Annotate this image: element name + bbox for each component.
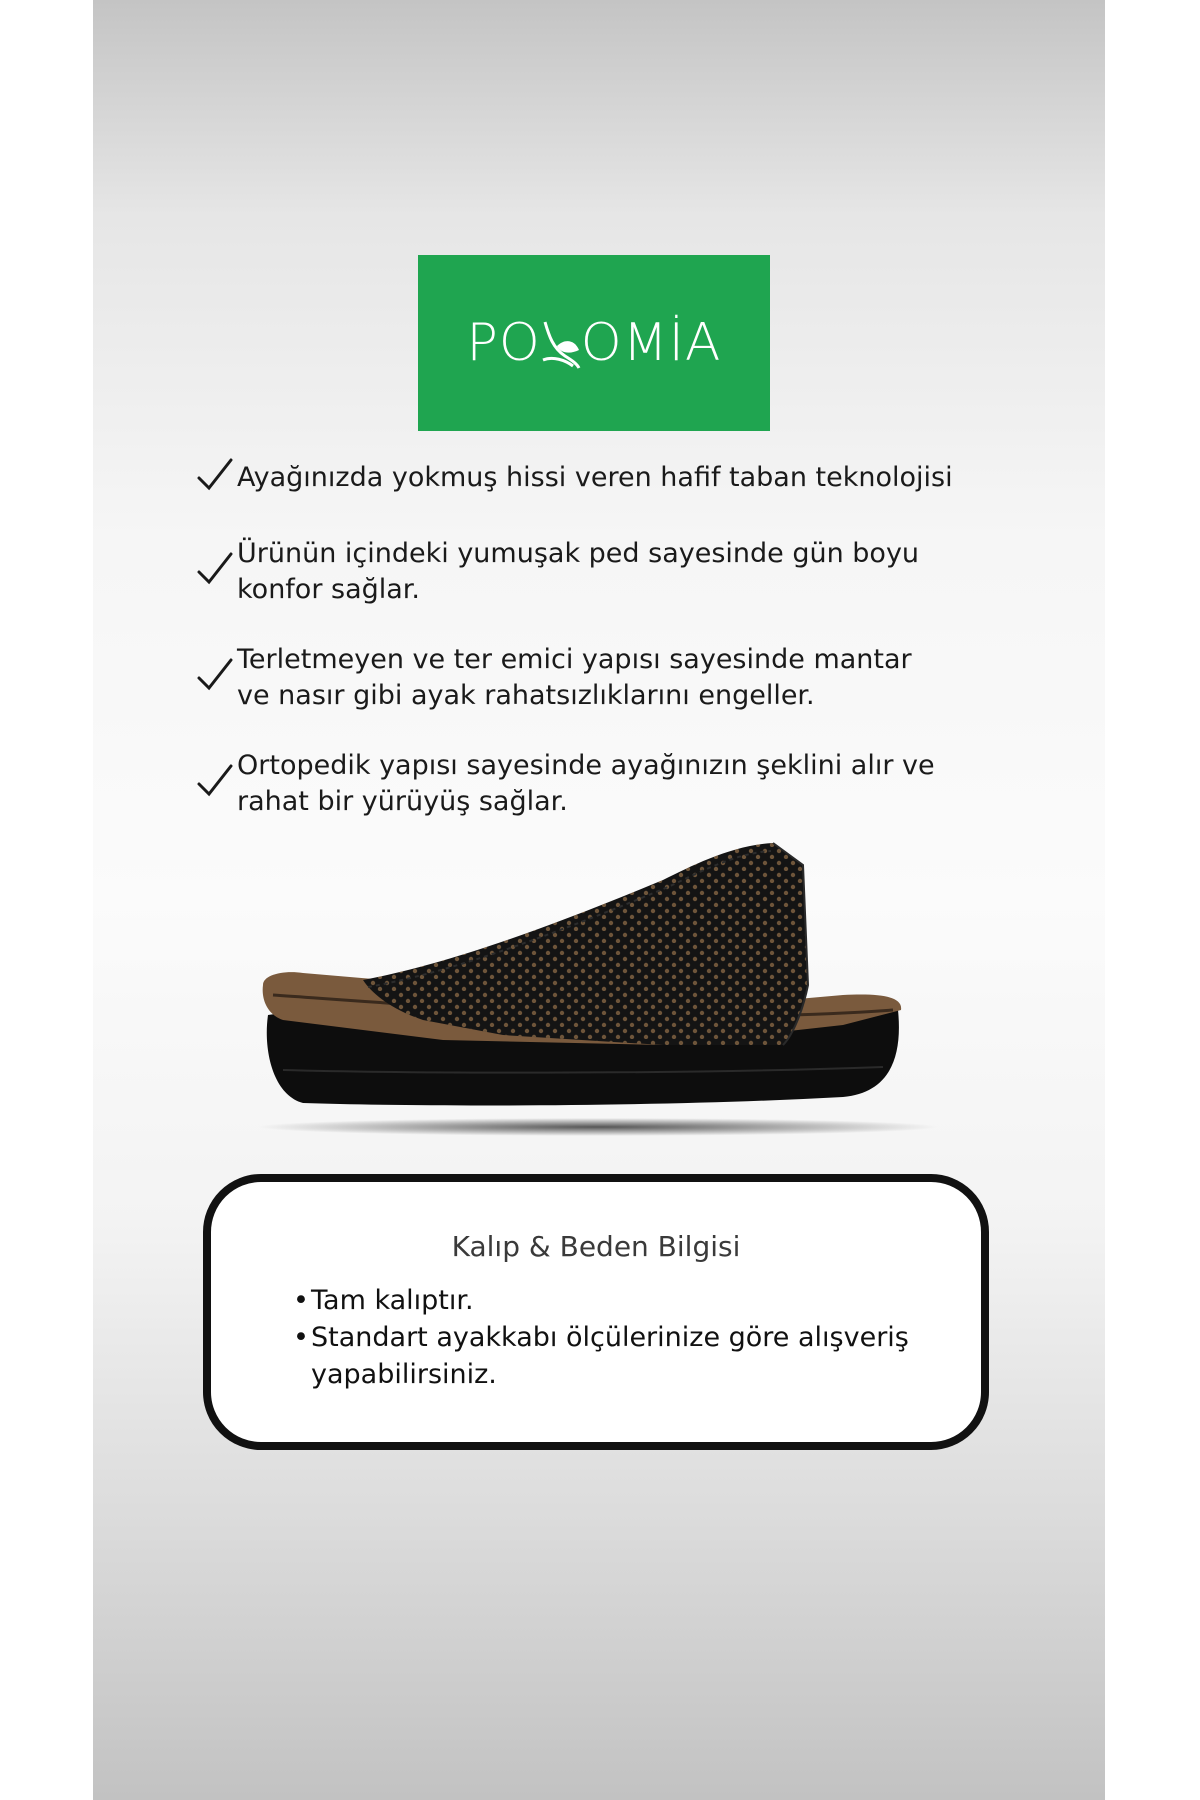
check-icon	[195, 656, 235, 696]
feature-list	[195, 460, 995, 854]
check-icon	[195, 550, 235, 590]
brand-logo	[418, 255, 770, 431]
feature-text-line1: Ürünün içindeki yumuşak ped sayesinde gün boyu	[237, 538, 920, 569]
sandal-image	[243, 835, 943, 1145]
feature-item	[195, 642, 995, 714]
feature-text: Ayağınızda yokmuş hissi veren hafif taban teknolojisi	[237, 462, 953, 493]
brand-name-right: OMİA	[580, 313, 722, 373]
size-info-title: Kalıp & Beden Bilgisi	[451, 1230, 741, 1263]
feature-text-line2: rahat bir yürüyüş sağlar.	[237, 786, 568, 817]
size-info-box	[203, 1174, 989, 1450]
size-info-item	[293, 1282, 933, 1319]
feature-text-line2: konfor sağlar.	[237, 574, 421, 605]
feature-item	[195, 748, 995, 820]
brand-name-left: PO	[466, 313, 541, 373]
size-info-text-line1: Standart ayakkabı ölçülerinize göre alışveriş	[311, 1322, 909, 1353]
size-info-item	[293, 1319, 933, 1393]
product-info-panel	[93, 0, 1105, 1800]
feature-text-line2: ve nasır gibi ayak rahatsızlıklarını engeller.	[237, 680, 815, 711]
feature-item	[195, 536, 995, 608]
foot-leaf-icon	[539, 316, 583, 370]
feature-text-line1: Terletmeyen ve ter emici yapısı sayesinde mantar	[237, 644, 912, 675]
check-icon	[195, 762, 235, 802]
bullet-icon: •	[293, 1285, 309, 1316]
brand-wordmark	[467, 313, 722, 373]
feature-text-line1: Ortopedik yapısı sayesinde ayağınızın şeklini alır ve	[237, 750, 935, 781]
size-info-list	[293, 1282, 933, 1393]
feature-item	[195, 460, 995, 496]
bullet-icon: •	[293, 1322, 309, 1353]
size-info-text: Tam kalıptır.	[311, 1285, 474, 1316]
size-info-text-line2: yapabilirsiniz.	[311, 1359, 497, 1390]
check-icon	[195, 456, 235, 496]
